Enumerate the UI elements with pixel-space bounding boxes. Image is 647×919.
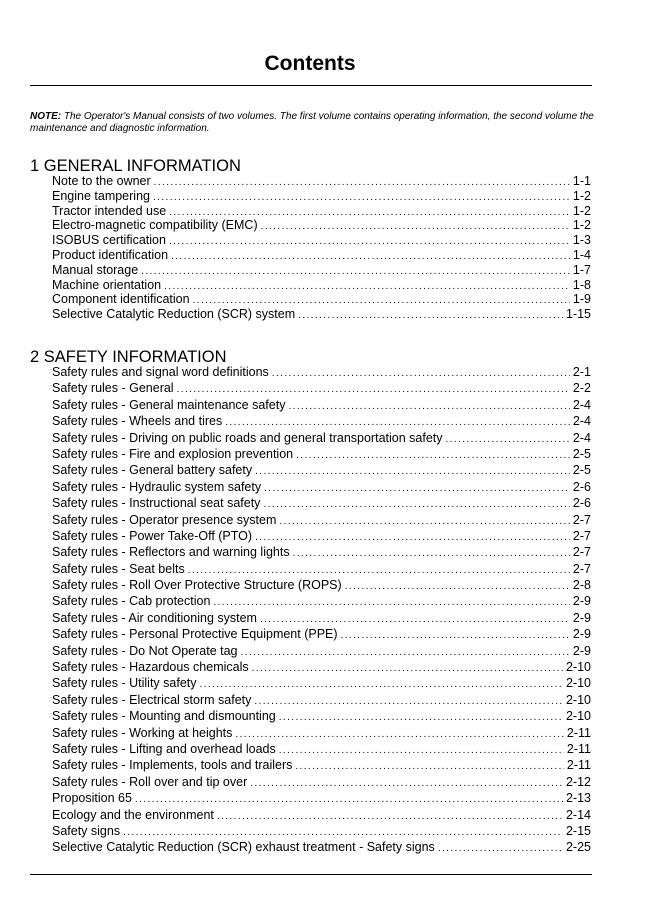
toc-entry-page: 2-14: [565, 807, 591, 822]
toc-list-safety: [52, 364, 591, 856]
toc-entry-title: Safety rules - Lifting and overhead loads: [52, 741, 276, 756]
toc-entry-page: 2-10: [565, 709, 591, 724]
toc-entry[interactable]: [52, 263, 591, 278]
toc-entry-page: 2-9: [572, 610, 591, 625]
toc-entry-page: 2-5: [572, 463, 591, 478]
toc-dot-leader: [235, 727, 563, 743]
toc-entry-title: Safety rules - Electrical storm safety: [52, 692, 252, 707]
toc-entry[interactable]: [52, 397, 591, 413]
toc-dot-leader: [255, 530, 570, 546]
section-heading-general: 1 GENERAL INFORMATION: [30, 157, 241, 175]
toc-entry-page: 2-7: [572, 512, 591, 527]
toc-entry-page: 2-4: [572, 430, 591, 445]
toc-dot-leader: [169, 235, 570, 250]
toc-entry-page: 2-15: [565, 823, 591, 838]
toc-entry-title: Engine tampering: [52, 188, 150, 203]
toc-dot-leader: [213, 595, 570, 611]
toc-entry-page: 1-2: [572, 218, 591, 233]
toc-dot-leader: [279, 710, 563, 726]
toc-entry[interactable]: [52, 610, 591, 626]
toc-entry-title: Selective Catalytic Reduction (SCR) system: [52, 307, 296, 322]
toc-entry-title: Safety rules - Utility safety: [52, 676, 197, 691]
toc-entry-page: 2-1: [572, 365, 591, 379]
toc-entry-title: Safety signs: [52, 823, 121, 838]
toc-entry[interactable]: [52, 174, 591, 189]
note-block: [30, 111, 596, 135]
toc-entry[interactable]: [52, 790, 591, 806]
toc-dot-leader: [200, 677, 563, 693]
toc-dot-leader: [279, 743, 564, 759]
toc-entry-page: 2-11: [566, 758, 591, 773]
toc-dot-leader: [263, 497, 569, 513]
toc-entry-page: 2-2: [572, 381, 591, 396]
toc-entry[interactable]: [52, 839, 591, 855]
note-label: NOTE:: [30, 111, 62, 122]
toc-entry-page: 2-10: [565, 660, 591, 675]
toc-dot-leader: [217, 809, 563, 825]
toc-entry-title: Safety rules - Air conditioning system: [52, 610, 257, 625]
toc-list-general: [52, 174, 591, 322]
toc-entry[interactable]: [52, 757, 591, 773]
toc-entry-page: 1-3: [572, 233, 591, 248]
toc-dot-leader: [241, 645, 570, 661]
toc-entry-title: Note to the owner: [52, 174, 151, 188]
toc-entry-title: Safety rules - Reflectors and warning lights: [52, 545, 290, 560]
toc-entry[interactable]: [52, 577, 591, 593]
toc-entry-page: 1-4: [572, 247, 591, 262]
toc-entry-title: Safety rules - Cab protection: [52, 594, 211, 609]
toc-dot-leader: [446, 432, 570, 448]
toc-entry[interactable]: [52, 204, 591, 219]
toc-entry-page: 2-7: [572, 561, 591, 576]
toc-entry-title: Safety rules - Instructional seat safety: [52, 496, 261, 511]
toc-entry[interactable]: [52, 413, 591, 429]
toc-entry[interactable]: [52, 708, 591, 724]
toc-entry-page: 1-2: [572, 203, 591, 218]
toc-entry[interactable]: [52, 364, 591, 380]
toc-dot-leader: [341, 628, 570, 644]
toc-entry-title: Tractor intended use: [52, 203, 167, 218]
toc-entry[interactable]: [52, 248, 591, 263]
toc-entry[interactable]: [52, 692, 591, 708]
section-heading-safety: 2 SAFETY INFORMATION: [30, 348, 227, 366]
toc-entry[interactable]: [52, 544, 591, 560]
toc-dot-leader: [288, 399, 569, 415]
toc-entry-title: Safety rules - Fire and explosion prevention: [52, 446, 294, 461]
toc-entry[interactable]: [52, 307, 591, 322]
toc-entry[interactable]: [52, 626, 591, 642]
toc-dot-leader: [298, 309, 563, 324]
toc-entry-page: 2-12: [565, 774, 591, 789]
toc-dot-leader: [438, 841, 563, 857]
toc-entry-title: Safety rules - Mounting and dismounting: [52, 709, 276, 724]
toc-entry-title: Safety rules - Do Not Operate tag: [52, 643, 238, 658]
toc-entry-page: 2-25: [565, 840, 591, 855]
toc-entry-title: Proposition 65: [52, 791, 132, 806]
toc-entry-title: Safety rules - Hydraulic system safety: [52, 479, 262, 494]
toc-entry-page: 2-11: [566, 741, 591, 756]
toc-dot-leader: [154, 176, 570, 191]
toc-dot-leader: [171, 250, 570, 265]
toc-entry-title: Safety rules and signal word definitions: [52, 365, 269, 379]
toc-entry-page: 2-7: [572, 545, 591, 560]
toc-entry-page: 1-2: [572, 188, 591, 203]
toc-dot-leader: [153, 191, 570, 206]
toc-dot-leader: [293, 546, 570, 562]
toc-dot-leader: [264, 481, 570, 497]
toc-entry-title: Safety rules - Power Take-Off (PTO): [52, 528, 253, 543]
toc-entry[interactable]: [52, 462, 591, 478]
toc-dot-leader: [296, 448, 570, 464]
toc-entry-page: 1-15: [565, 307, 591, 322]
toc-entry[interactable]: [52, 823, 591, 839]
toc-entry[interactable]: [52, 807, 591, 823]
toc-entry-title: Selective Catalytic Reduction (SCR) exhaust treatment - Safety signs: [52, 840, 435, 855]
toc-entry[interactable]: [52, 189, 591, 204]
toc-entry-title: Product identification: [52, 247, 169, 262]
toc-entry-page: 2-5: [572, 446, 591, 461]
toc-entry[interactable]: [52, 233, 591, 248]
toc-entry[interactable]: [52, 528, 591, 544]
toc-entry-page: 2-6: [572, 496, 591, 511]
toc-entry-page: 2-11: [566, 725, 591, 740]
toc-entry[interactable]: [52, 561, 591, 577]
toc-entry-page: 2-9: [572, 643, 591, 658]
toc-entry-page: 2-9: [572, 594, 591, 609]
toc-entry-title: Safety rules - Operator presence system: [52, 512, 277, 527]
toc-entry[interactable]: [52, 774, 591, 790]
toc-entry[interactable]: [52, 741, 591, 757]
toc-entry[interactable]: [52, 593, 591, 609]
toc-entry-page: 2-8: [572, 578, 591, 593]
page-title: Contents: [264, 52, 356, 75]
toc-dot-leader: [254, 694, 563, 710]
toc-entry-title: Safety rules - Implements, tools and trailers: [52, 758, 293, 773]
toc-entry-page: 2-9: [572, 627, 591, 642]
toc-entry-page: 2-13: [565, 791, 591, 806]
toc-entry[interactable]: [52, 675, 591, 691]
toc-dot-leader: [255, 464, 570, 480]
toc-entry[interactable]: [52, 380, 591, 396]
toc-entry-title: Manual storage: [52, 262, 139, 277]
toc-entry-page: 1-7: [572, 262, 591, 277]
toc-entry[interactable]: [52, 659, 591, 675]
toc-entry[interactable]: [52, 512, 591, 528]
toc-entry[interactable]: [52, 643, 591, 659]
toc-entry[interactable]: [52, 292, 591, 307]
toc-entry[interactable]: [52, 479, 591, 495]
toc-entry-page: 1-1: [572, 174, 591, 188]
toc-entry-page: 2-10: [565, 692, 591, 707]
toc-entry-title: Ecology and the environment: [52, 807, 214, 822]
toc-entry-title: Safety rules - Roll Over Protective Structure (ROPS): [52, 578, 342, 593]
title-divider: [30, 85, 592, 86]
toc-entry-page: 2-4: [572, 397, 591, 412]
toc-entry-page: 2-7: [572, 528, 591, 543]
toc-entry-title: Electro-magnetic compatibility (EMC): [52, 218, 258, 233]
toc-entry[interactable]: [52, 430, 591, 446]
toc-entry-title: Component identification: [52, 292, 190, 307]
toc-dot-leader: [261, 220, 570, 235]
toc-dot-leader: [141, 265, 570, 280]
toc-dot-leader: [252, 661, 563, 677]
toc-entry-title: Safety rules - Seat belts: [52, 561, 185, 576]
toc-entry-title: Safety rules - General battery safety: [52, 463, 253, 478]
note-text: The Operator's Manual consists of two volumes. The first volume contains operating information, the second volume the maintenance and diagnostic information.: [30, 111, 594, 134]
toc-entry-title: Safety rules - Personal Protective Equipment (PPE): [52, 627, 338, 642]
toc-entry-title: Safety rules - Driving on public roads and general transportation safety: [52, 430, 443, 445]
toc-dot-leader: [272, 366, 570, 382]
footer-divider: [30, 874, 592, 875]
toc-entry-page: 1-8: [572, 277, 591, 292]
toc-entry-title: Safety rules - Roll over and tip over: [52, 774, 248, 789]
toc-entry-title: Safety rules - Working at heights: [52, 725, 233, 740]
toc-entry-title: Safety rules - Wheels and tires: [52, 414, 223, 429]
toc-entry-page: 2-10: [565, 676, 591, 691]
toc-entry-page: 1-9: [572, 292, 591, 307]
toc-dot-leader: [295, 759, 564, 775]
toc-dot-leader: [164, 280, 570, 295]
toc-entry-title: Machine orientation: [52, 277, 162, 292]
toc-entry-title: Safety rules - Hazardous chemicals: [52, 660, 249, 675]
toc-entry-title: Safety rules - General maintenance safety: [52, 397, 286, 412]
toc-entry-title: ISOBUS certification: [52, 233, 166, 248]
toc-entry[interactable]: [52, 218, 591, 233]
toc-entry[interactable]: [52, 446, 591, 462]
toc-entry-page: 2-6: [572, 479, 591, 494]
toc-entry-page: 2-4: [572, 414, 591, 429]
toc-entry-title: Safety rules - General: [52, 381, 174, 396]
toc-dot-leader: [345, 579, 570, 595]
toc-entry[interactable]: [52, 278, 591, 293]
toc-entry[interactable]: [52, 725, 591, 741]
toc-entry[interactable]: [52, 495, 591, 511]
toc-dot-leader: [279, 514, 570, 530]
toc-dot-leader: [250, 776, 563, 792]
